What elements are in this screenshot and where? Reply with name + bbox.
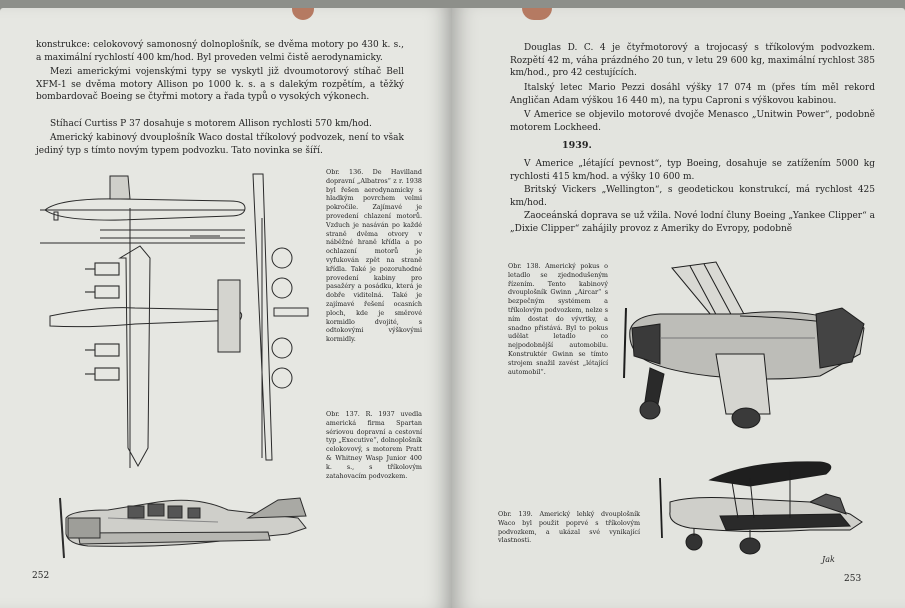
right-paragraph-3: V Americe se objevilo motorové dvojče Menasco „Unitwin Power“, podobně motorem Lockheed. bbox=[510, 110, 875, 133]
left-paragraph-1: konstrukce: celokovový samonosný dolnoplošník, se dvěma motory po 430 k. s., a maximální rychlostí 400 km/hod. Byl proveden velmi čistě aerodynamicky. bbox=[36, 40, 404, 63]
left-paragraph-2: Mezi americkými vojenskými typy se vyskytl již dvoumotorový stíhač Bell XFM-1 se dvěma motory Allison po 1000 k. s. a s dalekým rozpětím, a těžký bombardovač Boeing se čtyřmi motory a řada typů o vysokých výkonech. bbox=[36, 67, 404, 102]
caption-fig-136: Obr. 136. De Havilland dopravní „Albatros“ z r. 1938 byl řešen aerodynamicky s hladkým povrchem velmi pokročile. Zajímavé je provedení chlazení motorů. Vzduch je nasáván po každé straně dvěma otvory v náběžné hraně křídla a po ochlazení motorů je vyfukován zpět na straně křídla. Také je pozoruhodné provedení kabiny pro pasažéry a posádku, která je dobře viditelná. Také je zajímavé řešení ocasních ploch, kde je směrové kormidlo dvojité, s odtokovými výškovými kormidly. bbox=[326, 168, 422, 344]
finger bbox=[292, 8, 314, 20]
spartan-executive-drawing bbox=[48, 488, 313, 568]
caption-fig-139: Obr. 139. Americký lehký dvouplošník Waco byl použit poprvé s tříkolovým podvozkem, a ukázal své vynikající vlastnosti. bbox=[498, 510, 640, 545]
finger bbox=[522, 8, 552, 20]
year-heading: 1939. bbox=[562, 140, 592, 151]
right-page-number: 253 bbox=[844, 574, 862, 584]
right-page bbox=[452, 8, 905, 608]
waco-biplane-drawing bbox=[650, 458, 868, 558]
left-page bbox=[0, 8, 452, 608]
albatross-three-view-drawing bbox=[40, 168, 315, 468]
gwinn-aircar-drawing bbox=[620, 258, 868, 438]
right-paragraph-2: Italský letec Mario Pezzi dosáhl výšky 17 074 m (přes tím měl rekord Angličan Adam výškou 16 440 m), na typu Caproni s výškovou kabinou. bbox=[510, 83, 875, 106]
caption-fig-137: Obr. 137. R. 1937 uvedla americká firma Spartan sériovou dopravní a cestovní typ „Executive“, dolnoplošník celokovový, s motorem Pratt & Whitney Wasp Junior 400 k. s., s tříkolovým zatahovacím podvozkem. bbox=[326, 410, 422, 480]
right-paragraph-5: Britský Vickers „Wellington“, s geodetickou konstrukcí, má rychlost 425 km/hod. bbox=[510, 185, 875, 208]
left-paragraph-3: Stíhací Curtiss P 37 dosahuje s motorem Allison rychlosti 570 km/hod. bbox=[50, 119, 372, 129]
left-page-number: 252 bbox=[32, 571, 50, 581]
left-paragraph-4: Americký kabinový dvouplošník Waco dostal tříkolový podvozek, není to však jediný typ s tímto novým typem podvozku. Tato novinka se šíří. bbox=[36, 133, 404, 156]
right-paragraph-4: V Americe „létající pevnost“, typ Boeing, dosahuje se zatížením 5000 kg rychlosti 415 km/hod. a výšky 10 600 m. bbox=[510, 159, 875, 182]
caption-fig-138: Obr. 138. Americký pokus o letadlo se zjednodušeným řízením. Tento kabinový dvouplošník Gwinn „Aircar“ s bezpečným systémem a tříkolovým podvozkem, nelze s ním dostat do vývrtky, a snadno přistává. Byl to pokus udělat letadlo co nejpodobnější automobilu. Konstruktér Gwinn se tímto strojem snažil zavést „létající automobil“. bbox=[508, 262, 608, 376]
right-paragraph-1: Douglas D. C. 4 je čtyřmotorový a trojocasý s tříkolovým podvozkem. Rozpětí 42 m, váha prázdného 20 tun, v letu 29 600 kg, maximální rychlost 385 km/hod., pro 42 cestujících. bbox=[510, 43, 875, 78]
right-paragraph-6: Zaoceánská doprava se už vžila. Nové lodní čluny Boeing „Yankee Clipper“ a „Dixie Clipper“ zahájily provoz z Ameriky do Evropy, podobně bbox=[510, 211, 875, 234]
illustrator-signature: Jak bbox=[822, 555, 835, 564]
